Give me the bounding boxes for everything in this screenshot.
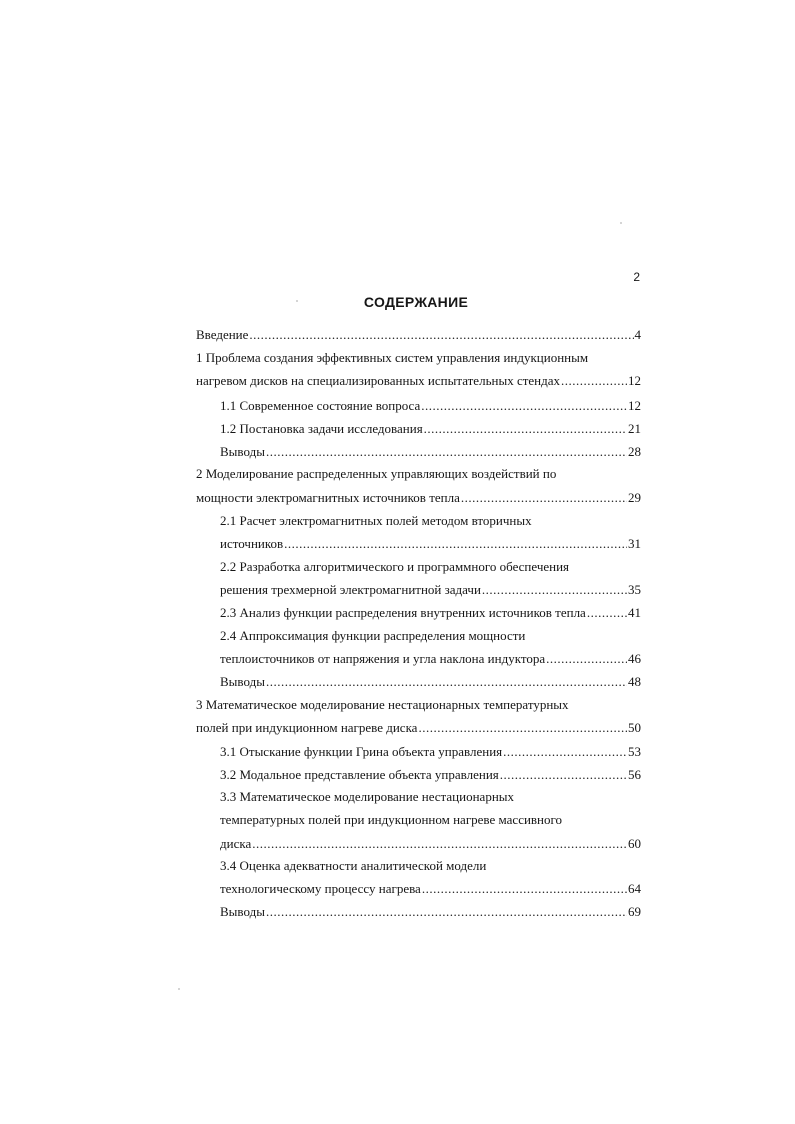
toc-entry <box>196 719 641 737</box>
toc-entry <box>220 443 641 461</box>
toc-entry-title: 3.3 Математическое моделирование нестационарных <box>220 789 515 804</box>
dot-leader <box>587 604 627 622</box>
toc-entry-title: диска <box>220 836 252 851</box>
toc-entry-title: 3.4 Оценка адекватности аналитической модели <box>220 858 487 873</box>
toc-entry-page: 60 <box>628 836 641 851</box>
toc-entry <box>196 489 641 507</box>
dot-leader <box>482 581 627 599</box>
toc-entry <box>220 558 578 576</box>
toc-entry-title: источников <box>220 536 284 551</box>
toc-entry-page: 35 <box>628 582 641 597</box>
toc-entry-title: 1.1 Современное состояние вопроса <box>220 398 421 413</box>
toc-entry <box>196 465 561 483</box>
toc-entry-page: 50 <box>628 720 641 735</box>
toc-entry <box>196 349 590 367</box>
toc-entry <box>220 766 641 784</box>
toc-entry <box>196 372 641 390</box>
dot-leader <box>424 420 627 438</box>
toc-entry <box>220 857 494 875</box>
dot-leader <box>503 743 627 761</box>
toc-entry-page: 31 <box>628 536 641 551</box>
toc-entry-page: 41 <box>628 605 641 620</box>
dot-leader <box>418 719 627 737</box>
toc-entry <box>220 604 641 622</box>
toc-entry-title: Выводы <box>220 444 265 459</box>
scan-speck <box>296 300 298 302</box>
toc-entry-title: 3 Математическое моделирование нестационарных температурных <box>196 697 569 712</box>
page-number: 2 <box>633 270 640 284</box>
toc-entry <box>196 326 641 344</box>
toc-entry-title: Выводы <box>220 904 265 919</box>
toc-entry <box>220 535 641 553</box>
toc-entry-title: 1.2 Постановка задачи исследования <box>220 421 423 436</box>
toc-entry-page: 56 <box>628 767 641 782</box>
toc-entry-title: 2.4 Аппроксимация функции распределения мощности <box>220 628 526 643</box>
dot-leader <box>500 766 627 784</box>
toc-entry-title: мощности электромагнитных источников тепла <box>196 490 460 505</box>
toc-entry <box>220 743 641 761</box>
scan-speck <box>620 222 622 224</box>
toc-entry <box>220 673 641 691</box>
dot-leader <box>461 489 627 507</box>
dot-leader <box>561 372 627 390</box>
toc-entry-title: 3.1 Отыскание функции Грина объекта управления <box>220 744 503 759</box>
scan-speck <box>178 988 180 990</box>
toc-entry <box>220 903 641 921</box>
toc-entry-title: Введение <box>196 327 249 342</box>
toc-entry-page: 21 <box>628 421 641 436</box>
toc-entry-title: решения трехмерной электромагнитной задачи <box>220 582 481 597</box>
toc-entry-page: 12 <box>628 398 641 413</box>
toc-entry-title: Выводы <box>220 674 265 689</box>
dot-leader <box>266 903 627 921</box>
dot-leader <box>284 535 627 553</box>
toc-entry-title: 2.2 Разработка алгоритмического и программного обеспечения <box>220 559 570 574</box>
toc-entry <box>220 811 566 829</box>
toc-entry-page: 64 <box>628 881 641 896</box>
toc-entry-title: полей при индукционном нагреве диска <box>196 720 418 735</box>
toc-entry-page: 46 <box>628 651 641 666</box>
toc-entry-page: 29 <box>628 490 641 505</box>
toc-entry-title: нагревом дисков на специализированных испытательных стендах <box>196 373 560 388</box>
toc-entry-title: 2 Моделирование распределенных управляющих воздействий по <box>196 466 557 481</box>
toc-entry <box>196 696 576 714</box>
dot-leader <box>546 650 627 668</box>
toc-entry-page: 28 <box>628 444 641 459</box>
toc-entry-page: 12 <box>628 373 641 388</box>
toc-entry <box>220 880 641 898</box>
dot-leader <box>266 673 627 691</box>
toc-entry <box>220 420 641 438</box>
toc-entry <box>220 650 641 668</box>
toc-entry-title: технологическому процессу нагрева <box>220 881 421 896</box>
dot-leader <box>422 880 627 898</box>
toc-entry-title: теплоисточников от напряжения и угла наклона индуктора <box>220 651 546 666</box>
toc-entry <box>220 581 641 599</box>
dot-leader <box>249 326 633 344</box>
toc-entry-page: 48 <box>628 674 641 689</box>
toc-entry <box>220 788 522 806</box>
toc-entry-title: 1 Проблема создания эффективных систем управления индукционным <box>196 350 589 365</box>
toc-entry <box>220 397 641 415</box>
toc-entry-page: 4 <box>634 327 641 342</box>
toc-entry-page: 53 <box>628 744 641 759</box>
toc-heading: СОДЕРЖАНИЕ <box>363 294 469 310</box>
toc-entry-title: 2.3 Анализ функции распределения внутренних источников тепла <box>220 605 586 620</box>
toc-entry-title: 2.1 Расчет электромагнитных полей методом вторичных <box>220 513 532 528</box>
toc-entry-title: 3.2 Модальное представление объекта управления <box>220 767 499 782</box>
toc-entry-page: 69 <box>628 904 641 919</box>
toc-entry-title: температурных полей при индукционном нагреве массивного <box>220 812 563 827</box>
dot-leader <box>266 443 627 461</box>
toc-entry <box>220 627 534 645</box>
toc-entry <box>220 512 540 530</box>
toc-entry <box>220 835 641 853</box>
dot-leader <box>421 397 627 415</box>
dot-leader <box>252 835 627 853</box>
